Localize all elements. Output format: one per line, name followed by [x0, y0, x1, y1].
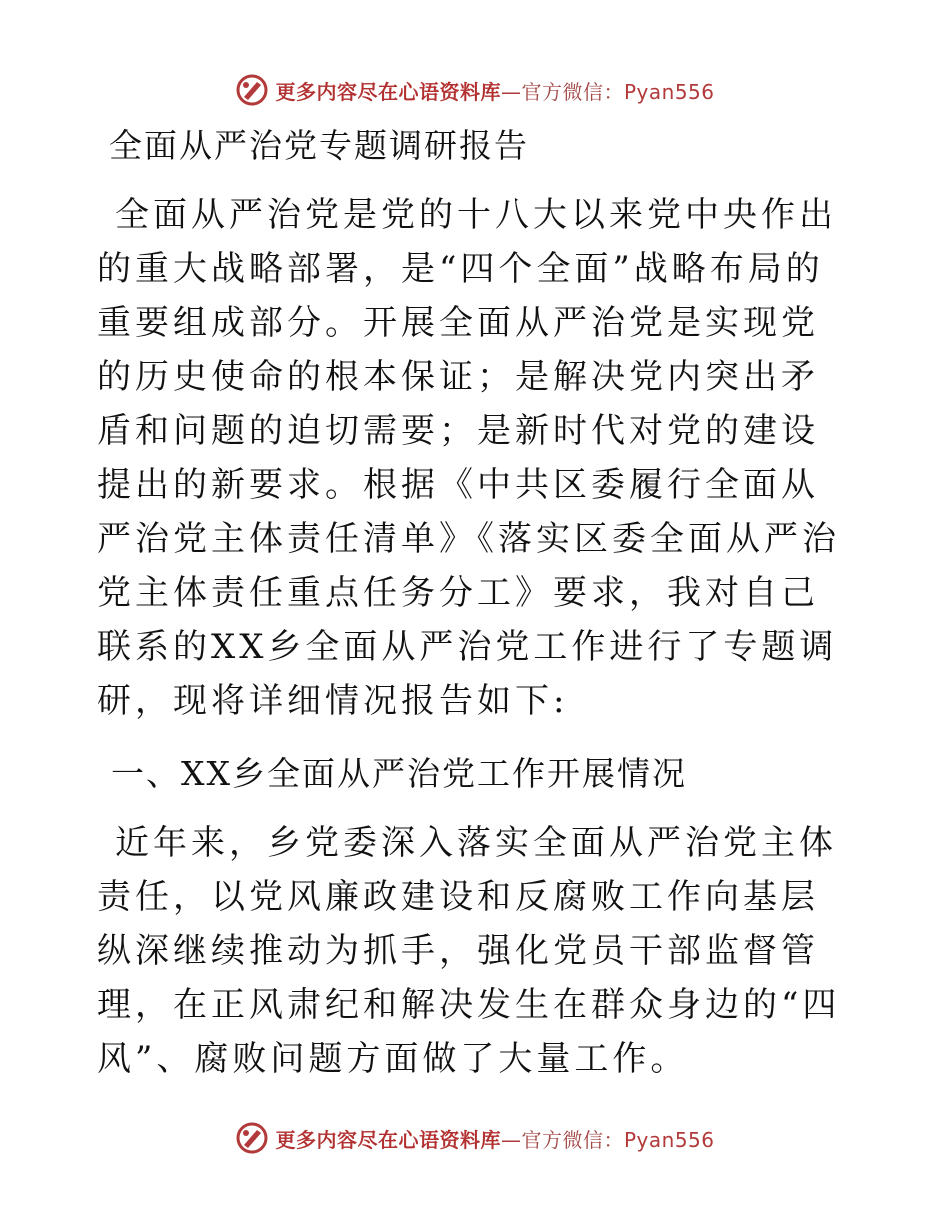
watermark-logo-icon	[235, 1121, 269, 1155]
watermark-footer	[0, 1116, 950, 1160]
watermark-logo-icon	[235, 73, 269, 107]
watermark-header	[0, 68, 950, 112]
watermark-text: 更多内容尽在心语资料库—官方微信：Pyan556	[275, 1127, 715, 1152]
document-title: 全面从严治党专题调研报告	[109, 126, 529, 165]
section-heading-1: 一、XX乡全面从严治党工作开展情况	[111, 754, 687, 793]
document-body	[97, 118, 849, 1086]
section-1-paragraph: 近年来，乡党委深入落实全面从严治党主体责任，以党风廉政建设和反腐败工作向基层纵深继续推动为抓手，强化党员干部监督管理，在正风肃纪和解决发生在群众身边的“四风”、腐败问题方面做了大量工作。	[97, 823, 841, 1079]
intro-paragraph: 全面从严治党是党的十八大以来党中央作出的重大战略部署，是“四个全面”战略布局的重要组成部分。开展全面从严治党是实现党的历史使命的根本保证；是解决党内突出矛盾和问题的迫切需要；是新时代对党的建设提出的新要求。根据《中共区委履行全面从严治党主体责任清单》《落实区委全面从严治党主体责任重点任务分工》要求，我对自己联系的XX乡全面从严治党工作进行了专题调研，现将详细情况报告如下:	[97, 195, 840, 721]
watermark-text: 更多内容尽在心语资料库—官方微信：Pyan556	[275, 79, 715, 104]
